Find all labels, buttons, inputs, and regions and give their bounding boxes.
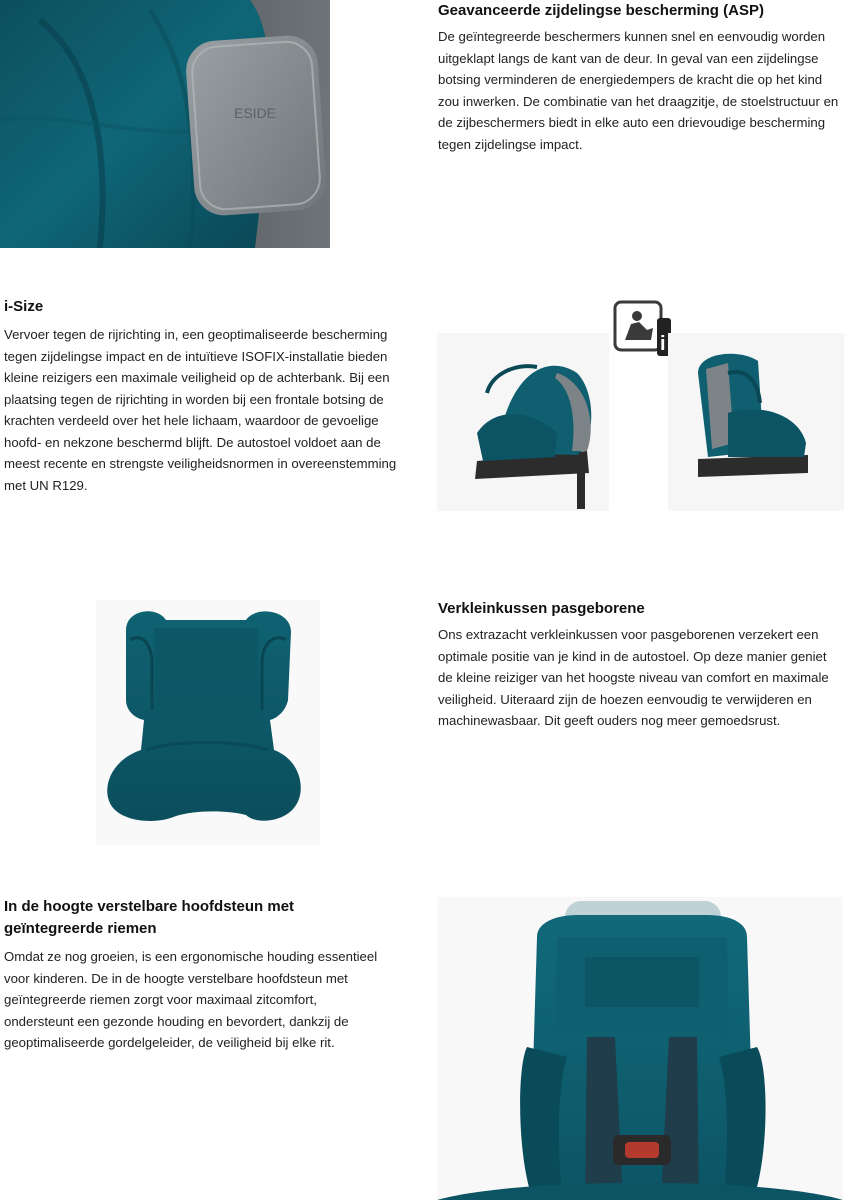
- section-isize: [4, 296, 408, 496]
- section-asp-title: Geavanceerde zijdelingse bescherming (ASP): [438, 2, 764, 19]
- section-asp: [438, 0, 842, 155]
- section-newborn-title: Verkleinkussen pasgeborene: [438, 600, 645, 617]
- asp-side-protector-photo: [0, 0, 412, 248]
- section-isize-title: i-Size: [4, 298, 44, 315]
- section-newborn: [438, 598, 842, 732]
- isize-badge-letter: i: [660, 333, 666, 355]
- isize-seat-rearward-photo: [437, 333, 609, 511]
- section-headrest: [4, 896, 384, 1054]
- isize-seat-forward-photo: [668, 333, 844, 511]
- section-headrest-text: Omdat ze nog groeien, is een ergonomische houding essentieel voor kinderen. De in de hoogte verstelbare hoofdsteun met geïntegreerde riemen zorgt voor maximaal zitcomfort, ondersteunt een gezonde houding en bevordert, dankzij de geoptimaliseerde gordelgeleider, de veiligheid bij elke rit.: [4, 949, 378, 1050]
- section-asp-text: De geïntegreerde beschermers kunnen snel en eenvoudig worden uitgeklapt langs de kant van de deur. In geval van een zijdelingse botsing verminderen de energiedempers de kracht die op het kind zou inwerken. De combinatie van het draagzitje, de stoelstructuur en de zijbeschermers biedt in elke auto een drievoudige bescherming tegen zijdelingse impact.: [438, 29, 839, 152]
- newborn-insert-photo: [96, 600, 320, 845]
- section-newborn-text: Ons extrazacht verkleinkussen voor pasgeborenen verzekert een optimale positie van je kind in de autostoel. Op deze manier geniet de kleine reiziger van het hoogste niveau van comfort en maximale veiligheid. Uiteraard zijn de hoezen eenvoudig te verwijderen en machinewasbaar. Dit geeft ouders nog meer gemoedsrust.: [438, 627, 829, 728]
- section-headrest-title: In de hoogte verstelbare hoofdsteun met geïntegreerde riemen: [4, 898, 295, 937]
- isize-badge-icon: [613, 300, 673, 358]
- headrest-harness-photo: [437, 897, 843, 1200]
- asp-logo-text: ESIDE: [234, 105, 277, 121]
- section-isize-text: Vervoer tegen de rijrichting in, een geoptimaliseerde bescherming tegen zijdelingse impact en de intuïtieve ISOFIX-installatie bieden kleine reizigers een maximale veiligheid op de achterbank. Bij een plaatsing tegen de rijrichting in worden bij een frontale botsing de krachten verdeeld over het hele lichaam, waardoor de gevoelige hoofd- en nekzone beschermd blijft. De autostoel voldoet aan de meest recente en strengste veiligheidsnormen in overeenstemming met UN R129.: [4, 327, 397, 493]
